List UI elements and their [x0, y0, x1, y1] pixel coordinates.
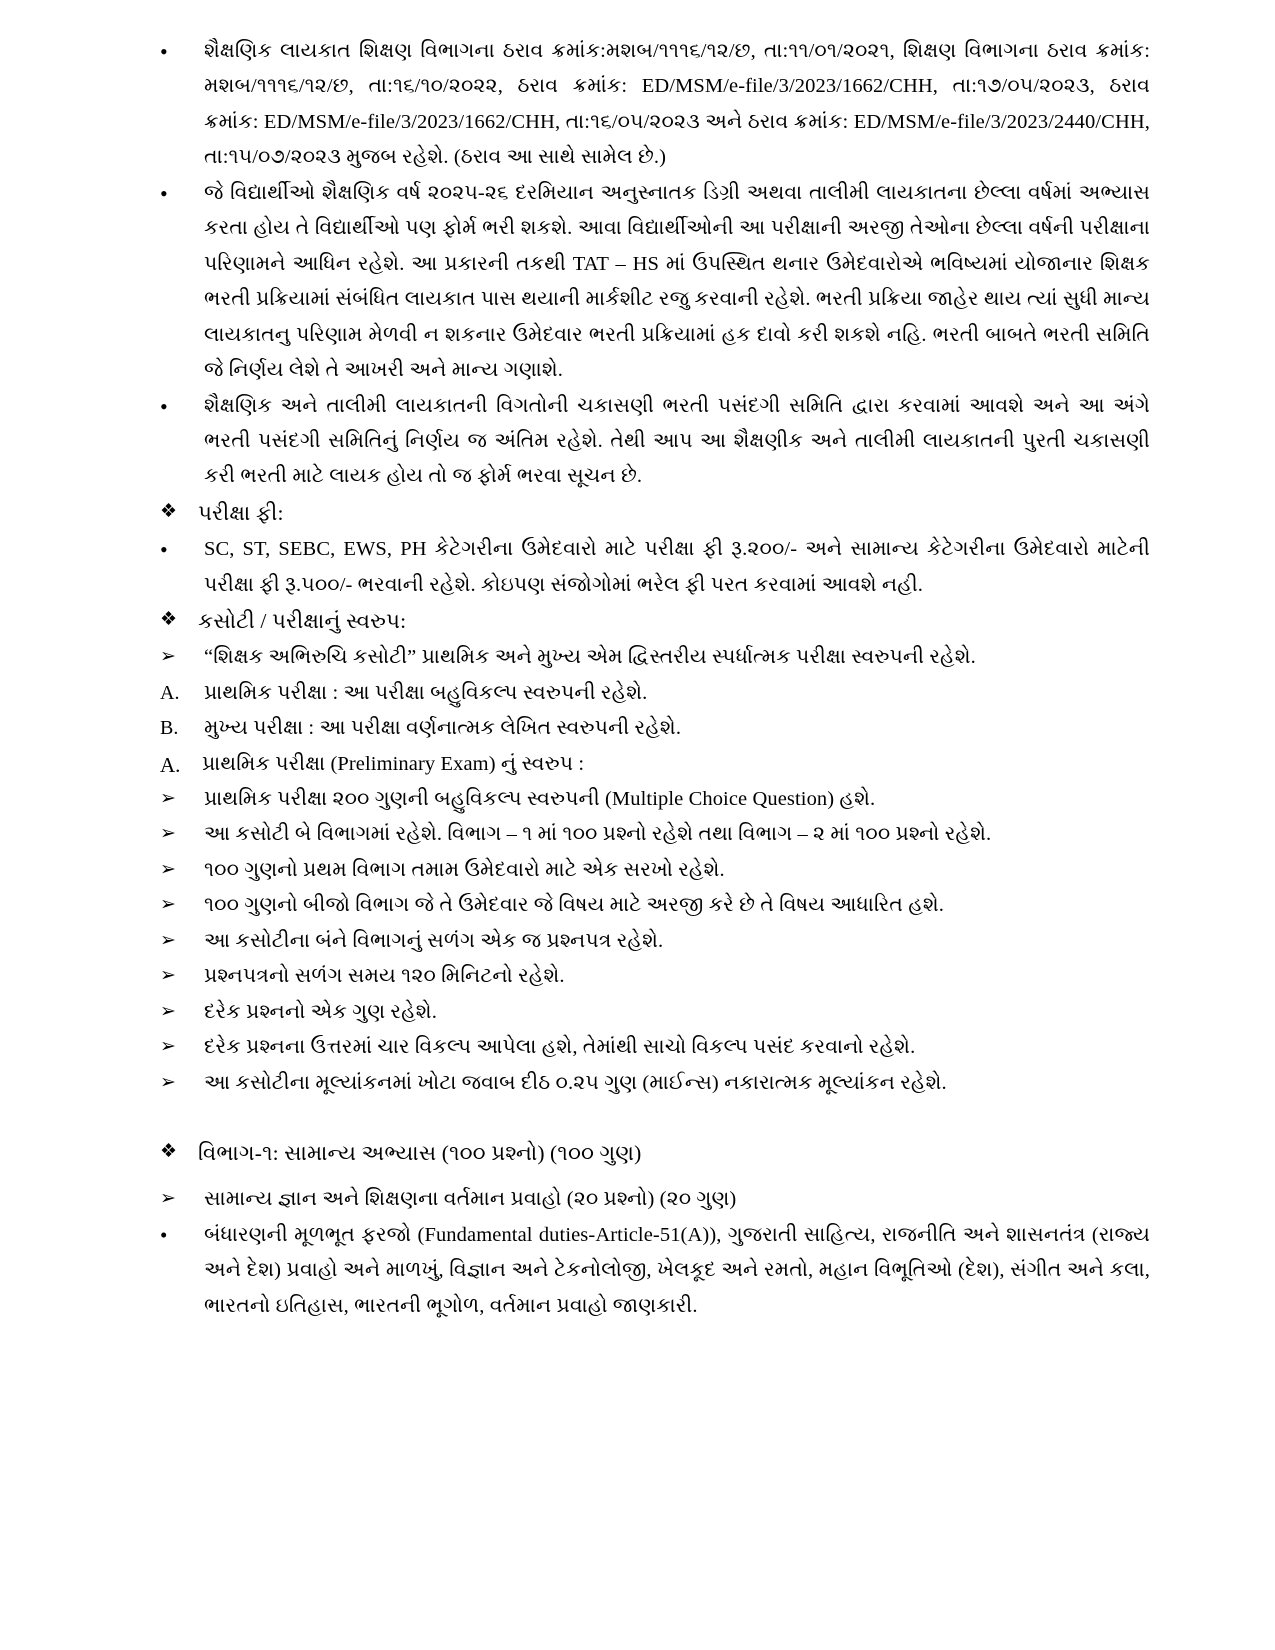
section-heading-row — [160, 495, 1150, 532]
exam-type-main: મુખ્ય પરીક્ષા : આ પરીક્ષા વર્ણનાત્મક લેખિત સ્વરુપની રહેશે. — [204, 717, 682, 740]
arrow-icon: ➢ — [160, 858, 176, 880]
preliminary-point: પ્રશ્નપત્રનો સળંગ સમય ૧૨૦ મિનિટનો રહેશે. — [204, 965, 565, 988]
exam-format-heading: કસોટી / પરીક્ષાનું સ્વરુપ: — [198, 608, 407, 633]
list-item — [160, 176, 1150, 389]
fee-section-heading: પરીક્ષા ફી: — [198, 500, 284, 525]
list-item — [160, 995, 1150, 1030]
arrow-icon: ➢ — [160, 823, 176, 845]
arrow-icon: ➢ — [160, 1000, 176, 1022]
exam-format-intro: “શિક્ષક અભિરુચિ કસોટી” પ્રાથમિક અને મુખ્ય એમ દ્વિસ્તરીય સ્પર્ધાત્મક પરીક્ષા સ્વરુપની રહેશે. — [204, 646, 976, 669]
spacer — [160, 1172, 1150, 1182]
letter-label-a: A. — [160, 681, 180, 704]
exam-type-preliminary: પ્રાથમિક પરીક્ષા : આ પરીક્ષા બહુવિકલ્પ સ્વરુપની રહેશે. — [204, 681, 648, 704]
preliminary-point: દરેક પ્રશ્નના ઉત્તરમાં ચાર વિકલ્પ આપેલા હશે, તેમાંથી સાચો વિકલ્પ પસંદ કરવાનો રહેશે. — [204, 1036, 916, 1059]
list-item — [160, 711, 1150, 746]
list-item — [160, 924, 1150, 959]
bullet-icon: • — [160, 1222, 168, 1247]
list-item — [160, 817, 1150, 852]
intro-bullet-text: જે વિદ્યાર્થીઓ શૈક્ષણિક વર્ષ ૨૦૨૫-૨૬ દરમિયાન અનુસ્નાતક ડિગ્રી અથવા તાલીમી લાયકાતના છેલ્લા વર્ષમાં અભ્યાસ કરતા હોય તે વિદ્યાર્થીઓ પણ ફોર્મ ભરી શકશે. આવા વિદ્યાર્થીઓની આ પરીક્ષાની અરજી તેઓના છેલ્લા વર્ષની પરીક્ષાના પરિણામને આધિન રહેશે. આ પ્રકારની તકથી TAT – HS માં ઉપસ્થિત થનાર ઉમેદવારોએ ભવિષ્યમાં યોજાનાર શિક્ષક ભરતી પ્રક્રિયામાં સંબંધિત લાયકાત પાસ થયાની માર્કશીટ રજુ કરવાની રહેશે. ભરતી પ્રક્રિયા જાહેર થાય ત્યાં સુધી માન્ય લાયકાતનુ પરિણામ મેળવી ન શકનાર ઉમેદવાર ભરતી પ્રક્રિયામાં હક દાવો કરી શકશે નહિ. ભરતી બાબતે ભરતી સમિતિ જે નિર્ણય લેશે તે આખરી અને માન્ય ગણાશે. — [204, 181, 1150, 382]
list-item — [160, 1182, 1150, 1217]
intro-bullet-text: શૈક્ષણિક લાયકાત શિક્ષણ વિભાગના ઠરાવ ક્રમાંક:મશબ/૧૧૧૬/૧૨/છ, તા:૧૧/૦૧/૨૦૨૧, શિક્ષણ વિભાગના ઠરાવ ક્રમાંક: મશબ/૧૧૧૬/૧૨/છ, તા:૧૬/૧૦/૨૦૨૨, ઠરાવ ક્રમાંક: ED/MSM/e-file/3/2023/1662/CHH, તા:૧૭/૦૫/૨૦૨૩, ઠરાવ ક્રમાંક: ED/MSM/e-file/3/2023/1662/CHH, તા:૧૬/૦૫/૨૦૨૩ અને ઠરાવ ક્રમાંક: ED/MSM/e-file/3/2023/2440/CHH, તા:૧૫/૦૭/૨૦૨૩ મુજબ રહેશે. (ઠરાવ આ સાથે સામેલ છે.) — [204, 40, 1150, 169]
intro-bullet-text: શૈક્ષણિક અને તાલીમી લાયકાતની વિગતોની ચકાસણી ભરતી પસંદગી સમિતિ દ્વારા કરવામાં આવશે અને આ અંગે ભરતી પસંદગી સમિતિનું નિર્ણય જ અંતિમ રહેશે. તેથી આપ આ શૈક્ષણીક અને તાલીમી લાયકાતની પુરતી ચકાસણી કરી ભરતી માટે લાયક હોય તો જ ફોર્મ ભરવા સૂચન છે. — [204, 394, 1150, 488]
arrow-icon: ➢ — [160, 1188, 176, 1210]
preliminary-exam-section — [160, 747, 1150, 1102]
section-spacer — [160, 1101, 1150, 1135]
section-one-heading: વિભાગ-૧: સામાન્ય અભ્યાસ (૧૦૦ પ્રશ્નો) (૧૦૦ ગુણ) — [198, 1141, 642, 1166]
arrow-icon: ➢ — [160, 1036, 176, 1058]
list-item — [160, 1218, 1150, 1324]
section-one — [160, 1135, 1150, 1324]
letter-label-b: B. — [160, 717, 179, 740]
list-item — [160, 888, 1150, 923]
list-item — [160, 1066, 1150, 1101]
list-item — [160, 1030, 1150, 1065]
list-item — [160, 959, 1150, 994]
section-heading-row — [160, 1135, 1150, 1172]
arrow-icon: ➢ — [160, 894, 176, 916]
list-item — [160, 532, 1150, 603]
arrow-icon: ➢ — [160, 965, 176, 987]
floret-icon: ❖ — [160, 1141, 178, 1163]
list-item — [160, 676, 1150, 711]
fee-section — [160, 495, 1150, 603]
preliminary-point: આ કસોટીના બંને વિભાગનું સળંગ એક જ પ્રશ્નપત્ર રહેશે. — [204, 929, 664, 952]
list-item — [160, 640, 1150, 675]
bullet-icon: • — [160, 393, 168, 419]
list-item — [160, 853, 1150, 888]
list-item — [160, 34, 1150, 176]
arrow-icon: ➢ — [160, 1071, 176, 1093]
arrow-icon: ➢ — [160, 787, 176, 809]
bullet-icon: • — [160, 537, 168, 563]
preliminary-point: આ કસોટી બે વિભાગમાં રહેશે. વિભાગ – ૧ માં ૧૦૦ પ્રશ્નો રહેશે તથા વિભાગ – ૨ માં ૧૦૦ પ્રશ્નો રહેશે. — [204, 823, 992, 846]
preliminary-point: ૧૦૦ ગુણનો બીજો વિભાગ જે તે ઉમેદવાર જે વિષય માટે અરજી કરે છે તે વિષય આધારિત હશે. — [204, 894, 945, 917]
arrow-icon: ➢ — [160, 929, 176, 951]
section-one-topic-detail: બંધારણની મૂળભૂત ફરજો (Fundamental duties-Article-51(A)), ગુજરાતી સાહિત્ય, રાજનીતિ અને શાસનતંત્ર (રાજ્ય અને દેશ) પ્રવાહો અને માળખું, વિજ્ઞાન અને ટેકનોલોજી, ખેલકૂદ અને રમતો, મહાન વિભૂતિઓ (દેશ), સંગીત અને કલા, ભારતનો ઇતિહાસ, ભારતની ભૂગોળ, વર્તમાન પ્રવાહો જાણકારી. — [204, 1223, 1150, 1317]
fee-detail-text: SC, ST, SEBC, EWS, PH કેટેગરીના ઉમેદવારો માટે પરીક્ષા ફી રૂ.૨૦૦/- અને સામાન્ય કેટેગરીના ઉમેદવારો માટેની પરીક્ષા ફી રૂ.૫૦૦/- ભરવાની રહેશે. કોઇપણ સંજોગોમાં ભરેલ ફી પરત કરવામાં આવશે નહી. — [204, 538, 1150, 596]
preliminary-point: આ કસોટીના મૂલ્યાંકનમાં ખોટા જવાબ દીઠ ૦.૨૫ ગુણ (માઈન્સ) નકારાત્મક મૂલ્યાંકન રહેશે. — [204, 1071, 947, 1094]
preliminary-heading-row — [160, 747, 1150, 782]
preliminary-point: દરેક પ્રશ્નનો એક ગુણ રહેશે. — [204, 1000, 437, 1023]
list-item — [160, 782, 1150, 817]
section-one-topic-heading: સામાન્ય જ્ઞાન અને શિક્ષણના વર્તમાન પ્રવાહો (૨૦ પ્રશ્નો) (૨૦ ગુણ) — [204, 1188, 737, 1211]
preliminary-point: ૧૦૦ ગુણનો પ્રથમ વિભાગ તમામ ઉમેદવારો માટે એક સરખો રહેશે. — [204, 858, 725, 881]
preliminary-heading: પ્રાથમિક પરીક્ષા (Preliminary Exam) નું સ્વરુપ : — [202, 752, 585, 775]
floret-icon: ❖ — [160, 500, 178, 522]
preliminary-point: પ્રાથમિક પરીક્ષા ૨૦૦ ગુણની બહુવિકલ્પ સ્વરુપની (Multiple Choice Question) હશે. — [204, 787, 876, 810]
intro-bullet-list — [160, 34, 1150, 495]
bullet-icon: • — [160, 39, 168, 64]
exam-format-section — [160, 603, 1150, 747]
floret-icon: ❖ — [160, 608, 178, 630]
bullet-icon: • — [160, 180, 168, 206]
section-heading-row — [160, 603, 1150, 640]
letter-label-a: A. — [160, 752, 181, 777]
list-item — [160, 389, 1150, 495]
arrow-icon: ➢ — [160, 646, 176, 668]
